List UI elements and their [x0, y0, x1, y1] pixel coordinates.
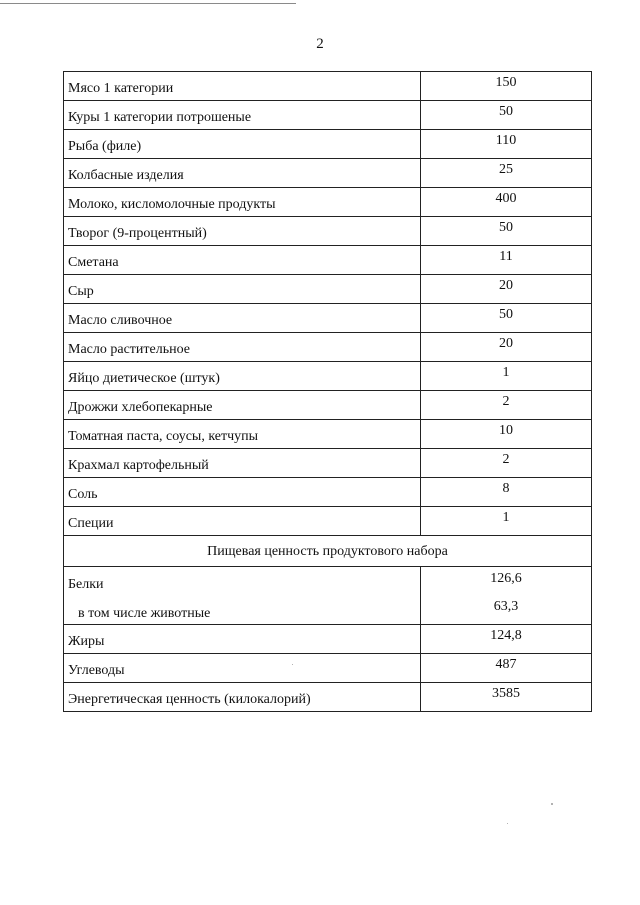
product-name: Молоко, кисломолочные продукты: [64, 188, 421, 217]
product-name: Соль: [64, 478, 421, 507]
product-name: Томатная паста, соусы, кетчупы: [64, 420, 421, 449]
page-number: 2: [316, 36, 324, 52]
product-name: Рыба (филе): [64, 130, 421, 159]
table-row: [64, 188, 592, 217]
product-name: Яйцо диетическое (штук): [64, 362, 421, 391]
product-value: 400: [421, 188, 592, 217]
table-row: [64, 654, 592, 683]
table-row: [64, 420, 592, 449]
product-value: 11: [421, 246, 592, 275]
product-value: 8: [421, 478, 592, 507]
table-row: [64, 391, 592, 420]
scan-speck: [507, 823, 508, 824]
product-value: 50: [421, 101, 592, 130]
nutrient-name: в том числе животные: [78, 605, 211, 621]
nutrient-value: 126,6: [490, 570, 522, 586]
product-name: Масло сливочное: [64, 304, 421, 333]
nutrient-name: Жиры: [64, 625, 421, 654]
product-value: 150: [421, 72, 592, 101]
product-value: 1: [421, 507, 592, 536]
product-value: 2: [421, 391, 592, 420]
product-value: 20: [421, 275, 592, 304]
product-name: Крахмал картофельный: [64, 449, 421, 478]
top-rule: [0, 3, 296, 4]
product-name: Колбасные изделия: [64, 159, 421, 188]
product-name: Дрожжи хлебопекарные: [64, 391, 421, 420]
table-row: [64, 304, 592, 333]
scan-speck: [292, 664, 293, 665]
product-value: 2: [421, 449, 592, 478]
product-name: Сыр: [64, 275, 421, 304]
product-name: Специи: [64, 507, 421, 536]
scan-speck: [551, 803, 553, 805]
nutrition-header: Пищевая ценность продуктового набора: [64, 536, 592, 567]
nutrient-value: 3585: [421, 683, 592, 712]
food-table: [63, 71, 592, 712]
nutrition-names-cell: [64, 567, 421, 625]
table-row: [64, 275, 592, 304]
table-row: [64, 362, 592, 391]
table-row: [64, 101, 592, 130]
table-row: [64, 130, 592, 159]
product-value: 25: [421, 159, 592, 188]
product-name: Куры 1 категории потрошеные: [64, 101, 421, 130]
nutrition-block: [64, 567, 592, 625]
table-row: [64, 478, 592, 507]
nutrition-header-row: [64, 536, 592, 567]
nutrition-values-cell: [421, 567, 592, 625]
table-row: [64, 507, 592, 536]
product-value: 10: [421, 420, 592, 449]
product-value: 20: [421, 333, 592, 362]
table-row: [64, 449, 592, 478]
nutrient-value: 487: [421, 654, 592, 683]
product-name: Сметана: [64, 246, 421, 275]
nutrient-value: 63,3: [493, 599, 519, 615]
table-row: [64, 72, 592, 101]
table-row: [64, 625, 592, 654]
nutrient-name: Белки: [68, 577, 104, 593]
table-row: [64, 217, 592, 246]
nutrient-name: Энергетическая ценность (килокалорий): [64, 683, 421, 712]
product-name: Масло растительное: [64, 333, 421, 362]
table-row: [64, 159, 592, 188]
product-name: Творог (9-процентный): [64, 217, 421, 246]
table-row: [64, 683, 592, 712]
product-name: Мясо 1 категории: [64, 72, 421, 101]
table-row: [64, 246, 592, 275]
product-value: 1: [421, 362, 592, 391]
product-value: 110: [421, 130, 592, 159]
table-row: [64, 333, 592, 362]
product-value: 50: [421, 217, 592, 246]
product-value: 50: [421, 304, 592, 333]
nutrient-value: 124,8: [421, 625, 592, 654]
nutrient-name: Углеводы: [64, 654, 421, 683]
